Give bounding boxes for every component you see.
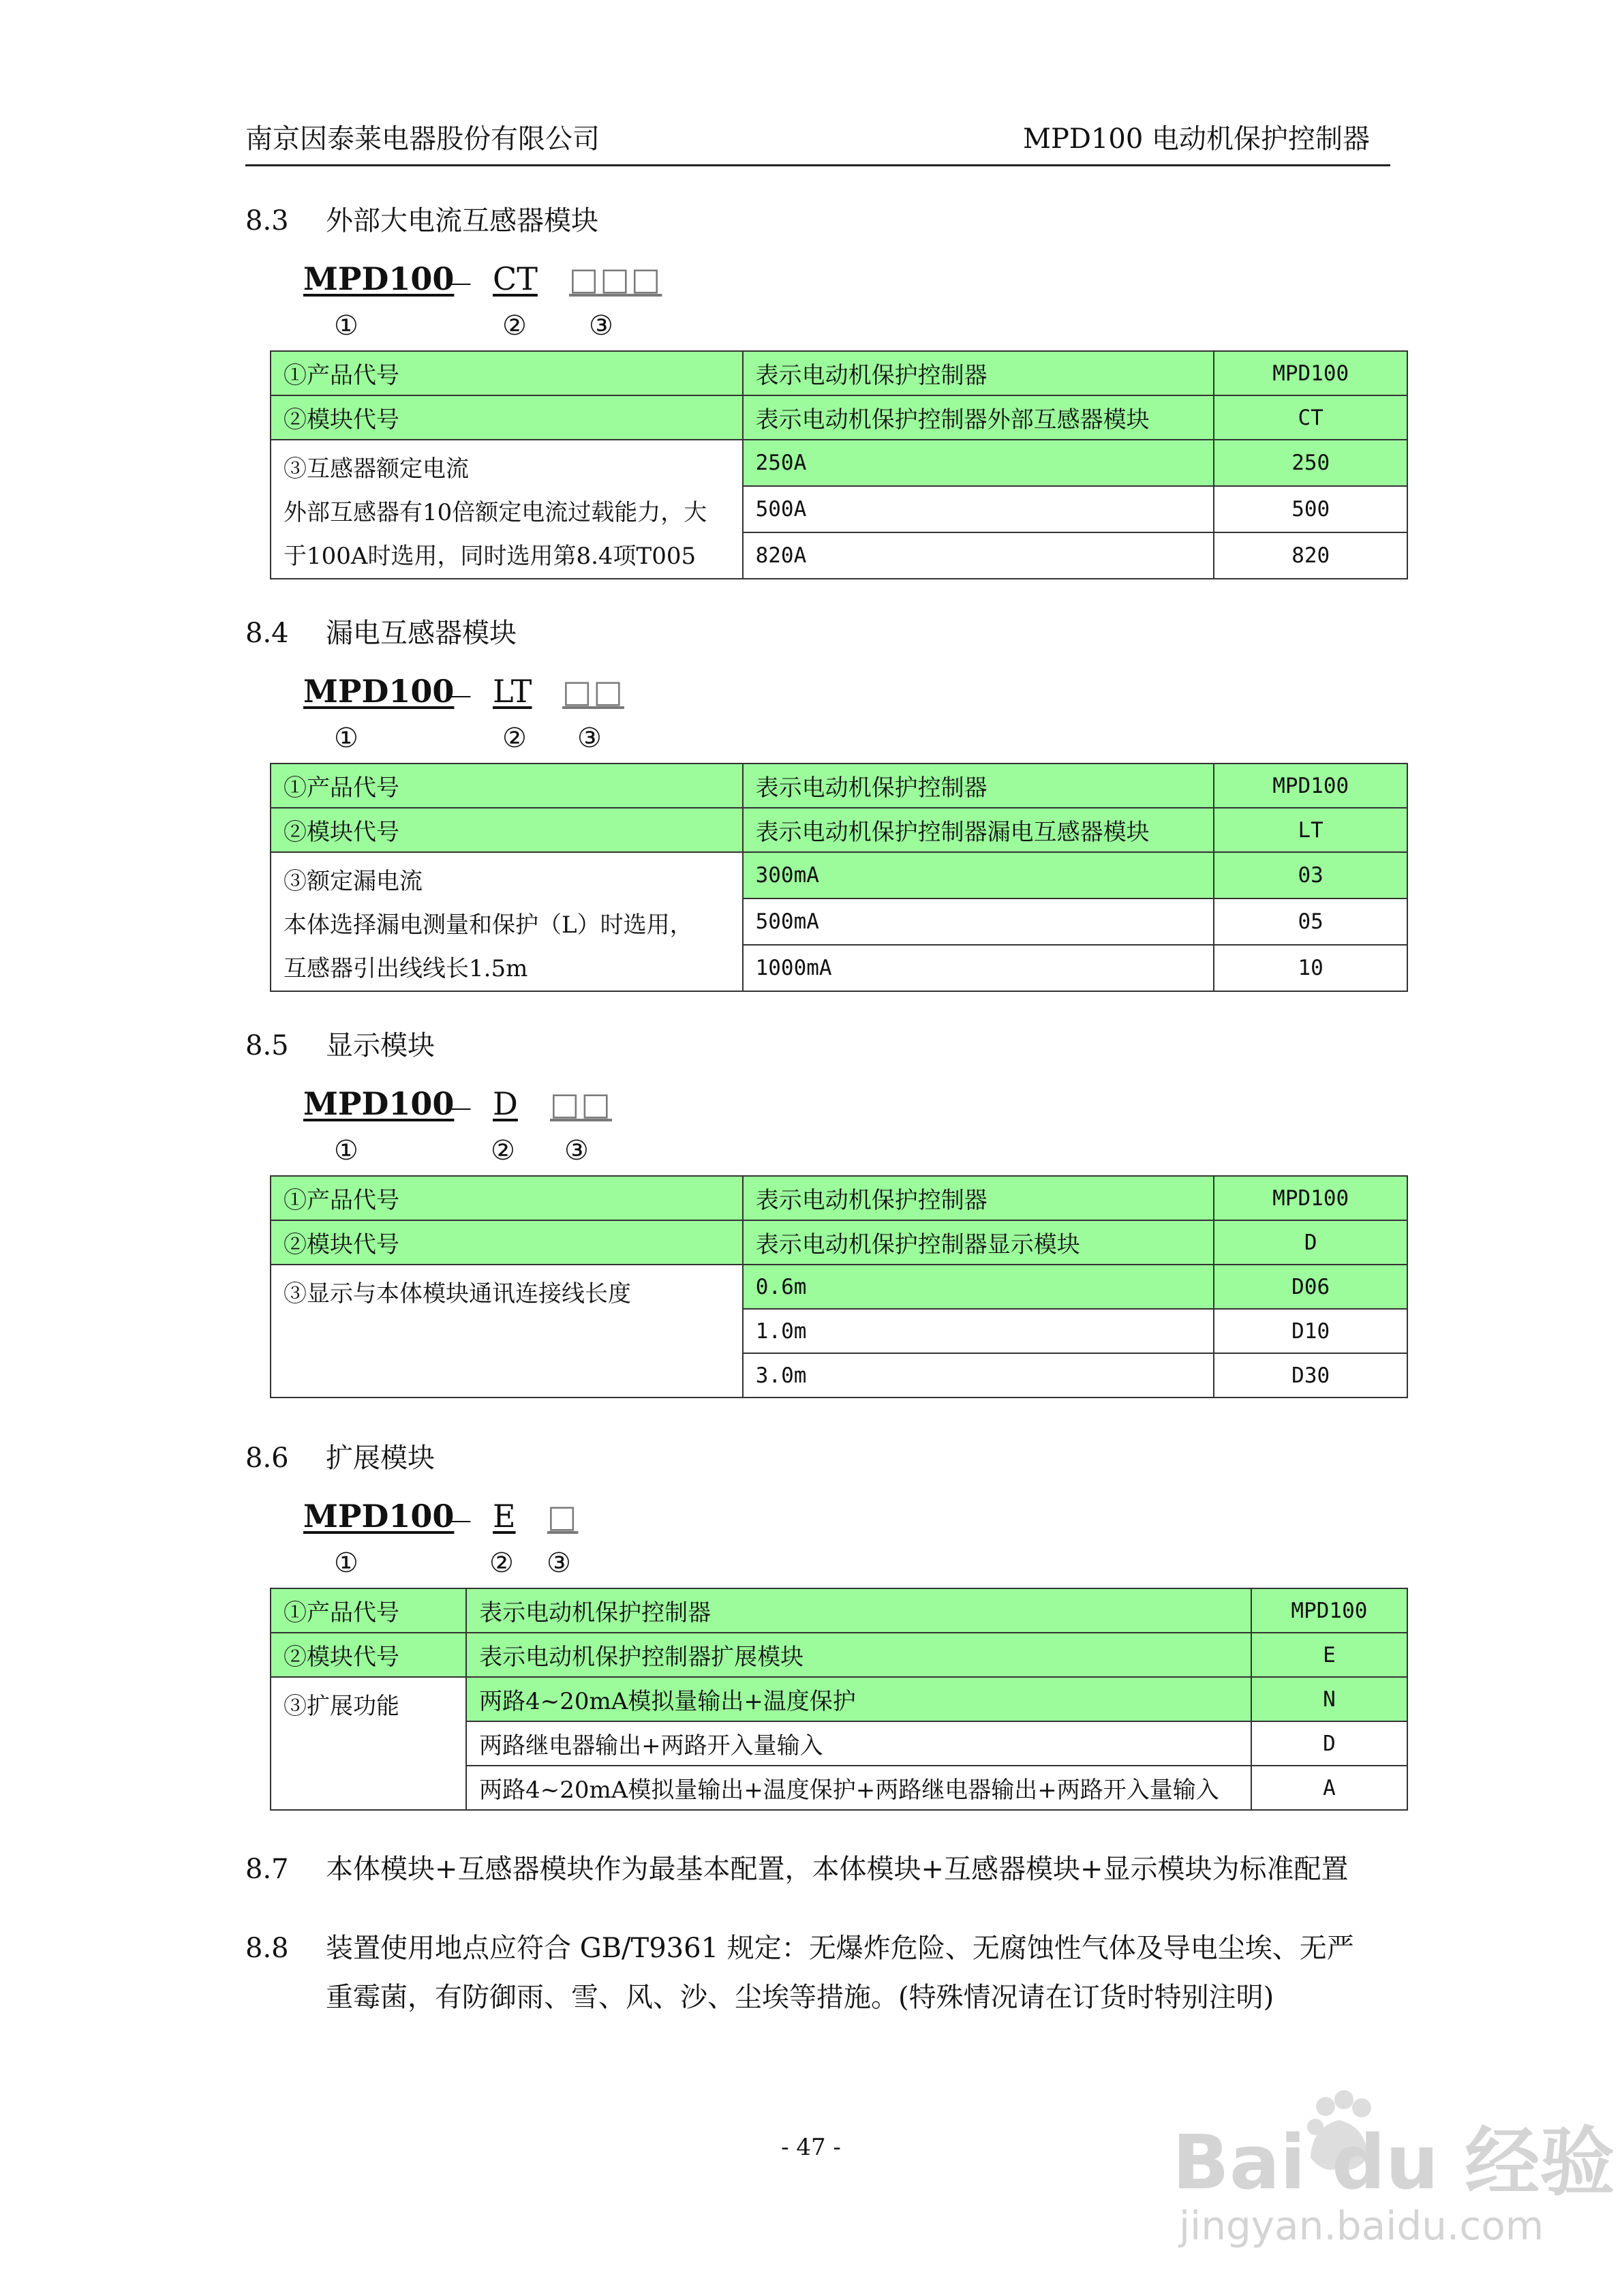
watermark-brand: Bai du 经验 — [1172, 2119, 1615, 2206]
table-row — [271, 852, 1407, 898]
table-row — [271, 1265, 1407, 1309]
paragraph-text-line-2: 重霉菌，有防御雨、雪、风、沙、尘埃等措施。(特殊情况请在订货时特别注明) — [326, 1982, 1274, 2013]
option-label: ③互感器额定电流 外部互感器有10倍额定电流过载能力，大 于100A时选用，同时选用第8.4项T005 — [271, 440, 743, 579]
option-value: 250A — [743, 440, 1214, 486]
option-placeholder-boxes: □□ — [550, 1085, 612, 1122]
row-code: D — [1214, 1220, 1407, 1265]
row-description: 表示电动机保护控制器外部互感器模块 — [743, 395, 1214, 440]
paragraph-8-7 — [245, 1845, 1390, 1894]
row-label: ①产品代号 — [271, 1176, 743, 1220]
code-dash: － — [443, 1091, 474, 1128]
option-value: 300mA — [743, 852, 1214, 898]
table-row — [271, 395, 1407, 440]
option-value: 1.0m — [743, 1309, 1214, 1353]
option-value: 500mA — [743, 898, 1214, 945]
table-row — [271, 1677, 1407, 1721]
table-row — [271, 764, 1407, 808]
paragraph-number: 8.7 — [245, 1854, 289, 1885]
model-code-8-6 — [303, 1498, 579, 1541]
code-dash: － — [443, 679, 474, 716]
company-name: 南京因泰莱电器股份有限公司 — [245, 123, 600, 155]
section-title-8-4: 8.4 漏电互感器模块 — [245, 618, 517, 649]
row-label: ①产品代号 — [271, 764, 743, 808]
option-value: 500A — [743, 486, 1214, 532]
table-row — [271, 808, 1407, 852]
section-title-8-6: 8.6 扩展模块 — [245, 1442, 435, 1474]
spec-table-extension — [270, 1588, 1408, 1811]
row-code: MPD100 — [1251, 1588, 1407, 1633]
row-description: 表示电动机保护控制器 — [743, 1176, 1214, 1220]
option-code: 820 — [1214, 532, 1407, 579]
option-placeholder-boxes: □ — [547, 1498, 579, 1535]
table-row — [271, 1176, 1407, 1220]
option-placeholder-boxes: □□□ — [569, 260, 662, 297]
baidu-logo-icon — [1145, 2066, 1615, 2256]
row-label: ①产品代号 — [271, 1588, 466, 1633]
row-label: ②模块代号 — [271, 1633, 466, 1677]
row-code: MPD100 — [1214, 351, 1407, 395]
row-code: E — [1251, 1633, 1407, 1677]
spec-table-ct — [270, 350, 1408, 579]
model-code-8-3 — [303, 260, 662, 303]
paragraph-text-line-1: 装置使用地点应符合 GB/T9361 规定：无爆炸危险、无腐蚀性气体及导电尘埃、无严 — [326, 1933, 1354, 1964]
option-value: 两路4~20mA模拟量输出+温度保护 — [466, 1677, 1251, 1721]
product-name: MPD100 电动机保护控制器 — [1022, 123, 1370, 155]
row-description: 表示电动机保护控制器扩展模块 — [466, 1633, 1251, 1677]
model-code-8-5 — [303, 1085, 612, 1128]
paragraph-text: 本体模块+互感器模块作为最基本配置，本体模块+互感器模块+显示模块为标准配置 — [326, 1854, 1349, 1885]
row-code: MPD100 — [1214, 764, 1407, 808]
option-value: 3.0m — [743, 1353, 1214, 1398]
option-value: 两路4~20mA模拟量输出+温度保护+两路继电器输出+两路开入量输入 — [466, 1766, 1251, 1810]
row-description: 表示电动机保护控制器 — [743, 764, 1214, 808]
module-code: LT — [493, 673, 532, 710]
option-code: D — [1251, 1721, 1407, 1766]
model-code: MPD100 — [303, 673, 455, 710]
table-row — [271, 1633, 1407, 1677]
option-placeholder-boxes: □□ — [562, 673, 624, 710]
option-code: 500 — [1214, 486, 1407, 532]
watermark-url: jingyan.baidu.com — [1179, 2203, 1544, 2249]
module-code: D — [493, 1085, 518, 1122]
table-row — [271, 1220, 1407, 1265]
row-description: 表示电动机保护控制器 — [466, 1588, 1251, 1633]
option-value: 两路继电器输出+两路开入量输入 — [466, 1721, 1251, 1766]
paragraph-8-8 — [245, 1924, 1390, 2022]
row-label: ②模块代号 — [271, 395, 743, 440]
row-code: LT — [1214, 808, 1407, 852]
option-code: N — [1251, 1677, 1407, 1721]
option-label: ③扩展功能 — [271, 1677, 466, 1810]
option-label: ③额定漏电流 本体选择漏电测量和保护（L）时选用， 互感器引出线线长1.5m — [271, 852, 743, 991]
option-code: 10 — [1214, 945, 1407, 991]
option-value: 820A — [743, 532, 1214, 579]
spec-table-lt — [270, 763, 1408, 992]
row-code: MPD100 — [1214, 1176, 1407, 1220]
row-label: ②模块代号 — [271, 1220, 743, 1265]
code-dash: － — [443, 267, 474, 303]
option-value: 0.6m — [743, 1265, 1214, 1309]
section-title-8-5: 8.5 显示模块 — [245, 1030, 435, 1061]
option-code: 05 — [1214, 898, 1407, 945]
row-label: ①产品代号 — [271, 351, 743, 395]
table-row — [271, 1588, 1407, 1633]
spec-table-display — [270, 1175, 1408, 1398]
option-value: 1000mA — [743, 945, 1214, 991]
option-code: 250 — [1214, 440, 1407, 486]
module-code: E — [493, 1498, 516, 1535]
row-description: 表示电动机保护控制器漏电互感器模块 — [743, 808, 1214, 852]
table-row — [271, 351, 1407, 395]
section-title-8-3: 8.3 外部大电流互感器模块 — [245, 205, 598, 237]
option-code: D06 — [1214, 1265, 1407, 1309]
option-code: D30 — [1214, 1353, 1407, 1398]
page-header — [245, 115, 1390, 166]
code-dash: － — [443, 1504, 474, 1541]
model-code: MPD100 — [303, 1085, 455, 1122]
paragraph-number: 8.8 — [245, 1933, 289, 1964]
option-code: A — [1251, 1766, 1407, 1810]
row-code: CT — [1214, 395, 1407, 440]
model-code-8-4 — [303, 673, 624, 716]
row-label: ②模块代号 — [271, 808, 743, 852]
module-code: CT — [493, 260, 538, 297]
model-code: MPD100 — [303, 1498, 455, 1535]
page-number: - 47 - — [781, 2134, 841, 2161]
model-code: MPD100 — [303, 260, 455, 297]
row-description: 表示电动机保护控制器 — [743, 351, 1214, 395]
option-code: D10 — [1214, 1309, 1407, 1353]
option-label: ③显示与本体模块通讯连接线长度 — [271, 1265, 743, 1398]
baidu-jingyan-watermark — [1145, 2066, 1615, 2256]
row-description: 表示电动机保护控制器显示模块 — [743, 1220, 1214, 1265]
table-row — [271, 440, 1407, 486]
option-code: 03 — [1214, 852, 1407, 898]
